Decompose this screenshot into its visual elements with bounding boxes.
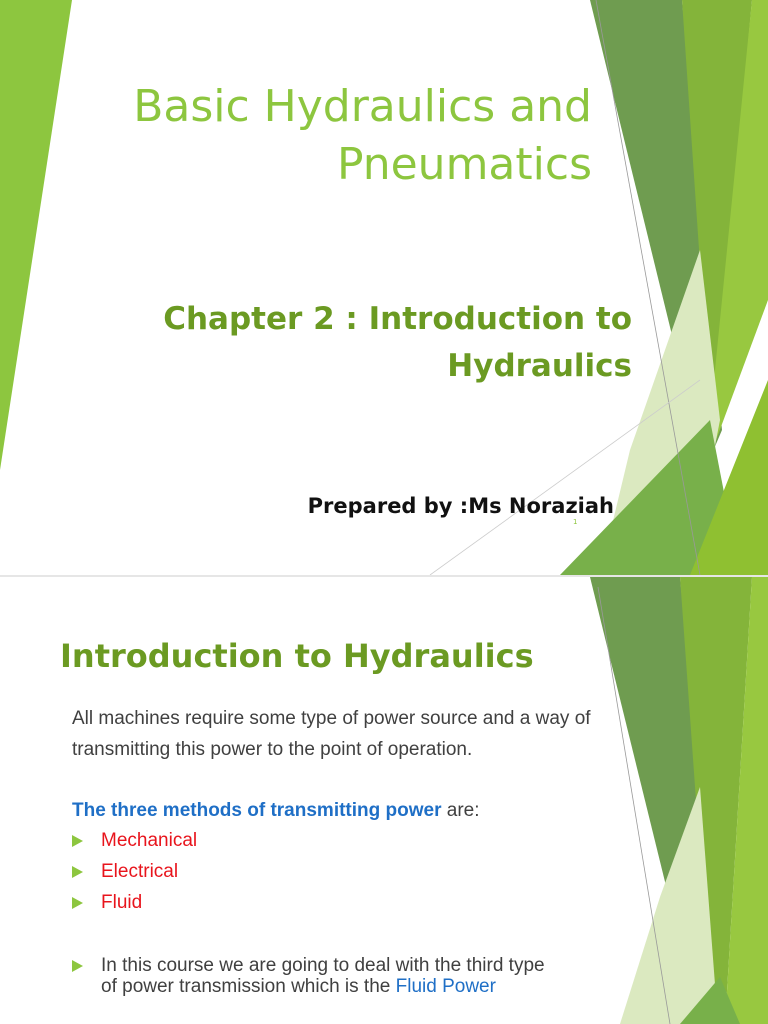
slide-title: Introduction to Hydraulics: [60, 637, 534, 675]
intro-paragraph: All machines require some type of power source and a way of transmitting this power to the point of operation.: [72, 708, 591, 760]
bullet-triangle-icon: [72, 835, 83, 847]
author-line: Prepared by :Ms Noraziah: [307, 494, 614, 518]
chapter-title: Chapter 2 : Introduction to Hydraulics: [163, 301, 632, 384]
slide-2: Introduction to Hydraulics All machines require some type of power source and a way of transmitting this power to the point of operation. The three methods of transmitting power are: Mechanical Electrical Fluid In this course we are going to deal with the third type of power transmission which is the Fluid Power: [0, 577, 768, 1024]
presentation-title: Basic Hydraulics and Pneumatics: [133, 81, 592, 190]
slide-number: 1: [573, 518, 578, 526]
bullet-triangle-icon: [72, 897, 83, 909]
bullet-triangle-icon: [72, 866, 83, 878]
methods-line: The three methods of transmitting power are:: [72, 800, 480, 821]
bullet-triangle-icon: [72, 960, 83, 972]
